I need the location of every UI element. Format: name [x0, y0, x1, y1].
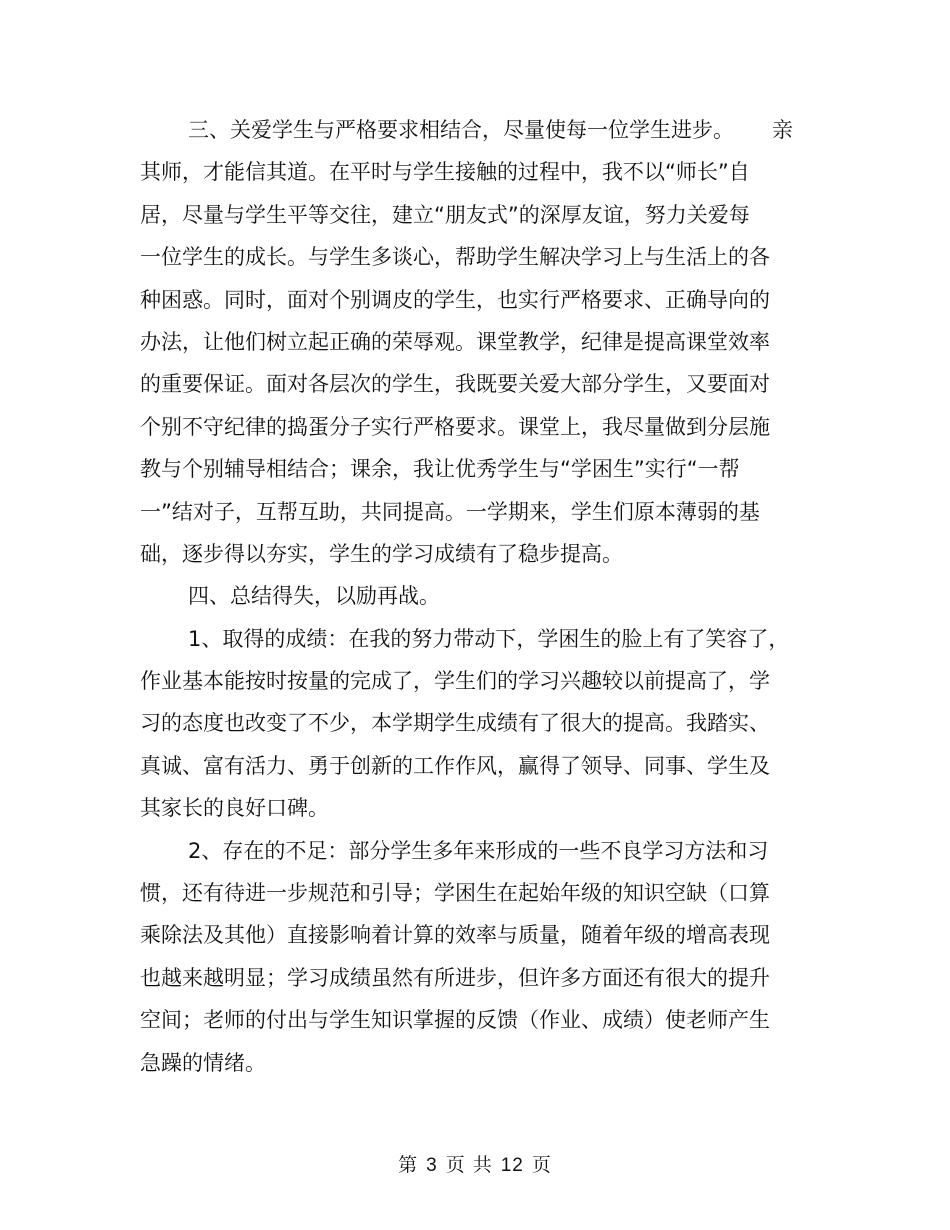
footer-page-number: 3	[426, 1155, 438, 1176]
text-line-content: 居，尽量与学生平等交往，建立“朋友式”的深厚友谊，努力关爱每	[140, 202, 750, 227]
text-line-content: 急躁的情绪。	[140, 1050, 266, 1075]
text-line-content: 作业基本能按时按量的完成了，学生们的学习兴趣较以前提高了，学	[140, 669, 770, 694]
text-line	[140, 321, 800, 363]
text-line-content: 一位学生的成长。与学生多谈心，帮助学生解决学习上与生活上的各	[140, 245, 770, 270]
footer-total-pages: 12	[500, 1155, 524, 1176]
page-footer	[0, 1150, 950, 1177]
text-line	[140, 533, 800, 575]
text-line-content: 惯，还有待进一步规范和引导；学困生在起始年级的知识空缺（口算	[140, 881, 770, 906]
text-line	[140, 194, 800, 236]
text-line	[140, 363, 800, 405]
text-line	[140, 448, 800, 490]
text-line	[140, 957, 800, 999]
footer-mid: 页 共	[445, 1154, 493, 1176]
text-line	[140, 618, 800, 660]
text-line-content: 空间；老师的付出与学生知识掌握的反馈（作业、成绩）使老师产生	[140, 1008, 770, 1033]
text-line	[140, 830, 800, 872]
text-line	[140, 914, 800, 956]
text-line-content: 其师，才能信其道。在平时与学生接触的过程中，我不以“师长”自	[140, 160, 750, 185]
text-line	[140, 109, 800, 151]
text-line	[140, 1042, 800, 1084]
document-body	[140, 109, 800, 1084]
text-line-content: 真诚、富有活力、勇于创新的工作作风，赢得了领导、同事、学生及	[140, 753, 770, 778]
text-line	[140, 702, 800, 744]
text-line-content: 础，逐步得以夯实，学生的学习成绩有了稳步提高。	[140, 541, 623, 566]
text-line	[140, 745, 800, 787]
text-line-content: 习的态度也改变了不少，本学期学生成绩有了很大的提高。我踏实、	[140, 711, 770, 736]
text-line-content: 乘除法及其他）直接影响着计算的效率与质量，随着年级的增高表现	[140, 923, 770, 948]
text-line-content: 教与个别辅导相结合；课余，我让优秀学生与“学困生”实行“一帮	[140, 457, 740, 482]
text-line-content: 一”结对子，互帮互助，共同提高。一学期来，学生们原本薄弱的基	[140, 499, 760, 524]
text-line-tail: 亲	[772, 118, 793, 142]
text-line-content: 四、总结得失，以励再战。	[188, 584, 440, 609]
text-line-content: 也越来越明显；学习成绩虽然有所进步，但许多方面还有很大的提升	[140, 965, 770, 990]
text-line	[140, 575, 800, 617]
text-line	[140, 236, 800, 278]
footer-suffix: 页	[531, 1154, 552, 1176]
text-line	[140, 660, 800, 702]
text-line	[140, 151, 800, 193]
text-line-content: 2、存在的不足：部分学生多年来形成的一些不良学习方法和习	[188, 838, 769, 863]
text-line-content: 其家长的良好口碑。	[140, 796, 329, 821]
text-line-content: 种困惑。同时，面对个别调皮的学生，也实行严格要求、正确导向的	[140, 287, 770, 312]
text-line-content: 的重要保证。面对各层次的学生，我既要关爱大部分学生，又要面对	[140, 372, 770, 397]
text-line-content: 1、取得的成绩：在我的努力带动下，学困生的脸上有了笑容了，	[188, 626, 790, 651]
text-line	[140, 279, 800, 321]
text-line-content: 办法，让他们树立起正确的荣辱观。课堂教学，纪律是提高课堂效率	[140, 329, 770, 354]
text-line	[140, 406, 800, 448]
footer-prefix: 第	[398, 1154, 419, 1176]
text-line	[140, 787, 800, 829]
text-line	[140, 491, 800, 533]
text-line-content: 个别不守纪律的捣蛋分子实行严格要求。课堂上，我尽量做到分层施	[140, 414, 770, 439]
text-line	[140, 999, 800, 1041]
text-line	[140, 872, 800, 914]
text-line-content: 三、关爱学生与严格要求相结合，尽量使每一位学生进步。	[188, 118, 734, 142]
